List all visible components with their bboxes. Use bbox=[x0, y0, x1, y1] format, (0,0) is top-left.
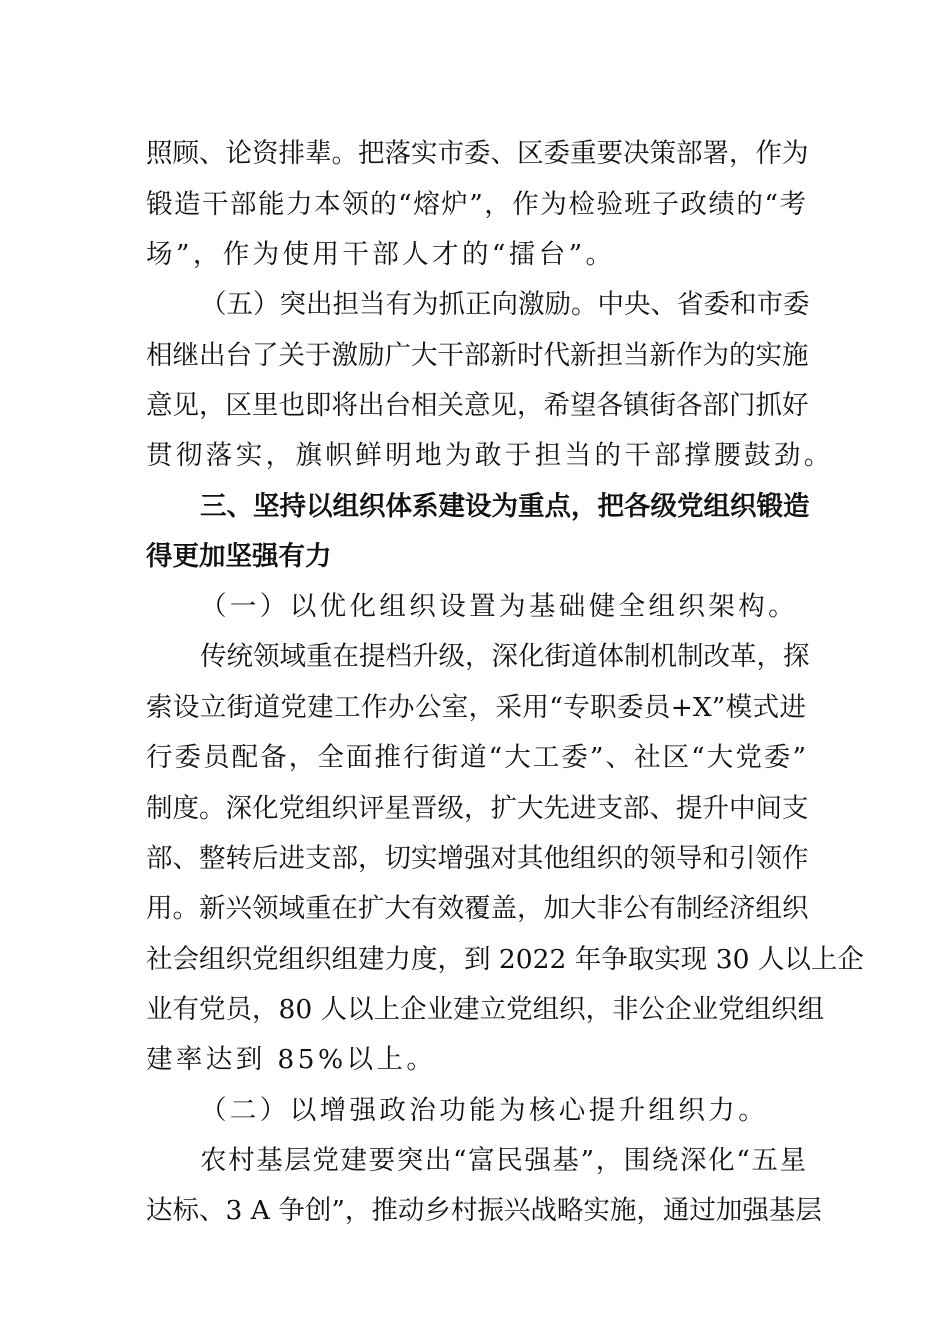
text-line: 用。新兴领域重在扩大有效覆盖，加大非公有制经济组织 bbox=[146, 893, 809, 924]
text-line: 行委员配备，全面推行街道“大工委”、社区“大党委” bbox=[146, 742, 806, 773]
text-line: 场”，作为使用干部人才的“擂台”。 bbox=[146, 239, 616, 270]
section-heading-5: （五）突出担当有为抓正向激励。中央、省委和市委 bbox=[200, 289, 810, 320]
text-line: 索设立街道党建工作办公室，采用“专职委员+X”模式进 bbox=[146, 692, 806, 723]
chapter-heading-cont: 得更加坚强有力 bbox=[146, 541, 332, 572]
section-heading-2: （二）以增强政治功能为核心提升组织力。 bbox=[200, 1095, 769, 1126]
text-line: 达标、3 A 争创”，推动乡村振兴战略实施，通过加强基层 bbox=[146, 1195, 822, 1226]
text-line: 照顾、论资排辈。把落实市委、区委重要决策部署，作为 bbox=[146, 138, 809, 169]
text-line: 传统领域重在提档升级，深化街道体制机制改革，探 bbox=[200, 641, 810, 672]
text-line: 业有党员，80 人以上企业建立党组织，非公企业党组织组 bbox=[146, 994, 825, 1025]
chapter-heading: 三、坚持以组织体系建设为重点，把各级党组织锻造 bbox=[200, 491, 810, 522]
text-line: 贯彻落实，旗帜鲜明地为敢于担当的干部撑腰鼓劲。 bbox=[146, 440, 834, 471]
text-line: 部、整转后进支部，切实增强对其他组织的领导和引领作 bbox=[146, 843, 809, 874]
text-line: 制度。深化党组织评星晋级，扩大先进支部、提升中间支 bbox=[146, 793, 809, 824]
text-line: 锻造干部能力本领的“熔炉”，作为检验班子政绩的“考 bbox=[146, 189, 806, 220]
text-line: 农村基层党建要突出“富民强基”，围绕深化“五星 bbox=[200, 1145, 806, 1176]
text-line: 意见，区里也即将出台相关意见，希望各镇街各部门抓好 bbox=[146, 390, 809, 421]
text-line: 相继出台了关于激励广大干部新时代新担当新作为的实施 bbox=[146, 340, 809, 371]
section-heading-1: （一）以优化组织设置为基础健全组织架构。 bbox=[200, 591, 798, 622]
text-line: 社会组织党组织组建力度，到 2022 年争取实现 30 人以上企 bbox=[146, 944, 864, 975]
text-line: 建率达到 85%以上。 bbox=[146, 1044, 437, 1075]
